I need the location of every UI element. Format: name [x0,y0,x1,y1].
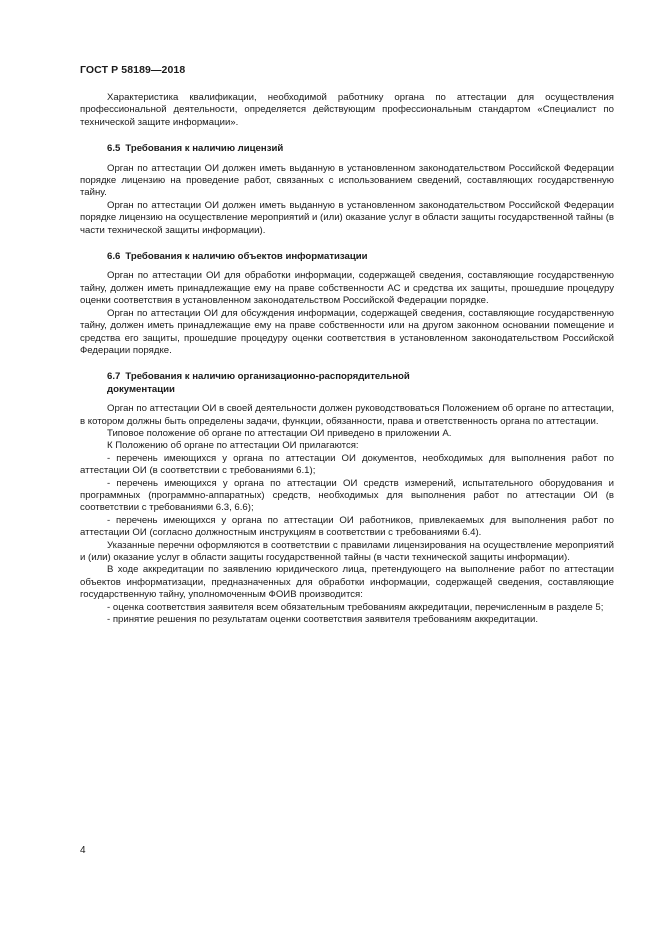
section-title: Требования к наличию объектов информатизации [125,251,368,263]
paragraph: Орган по аттестации ОИ должен иметь выданную в установленном законодательством Российской Федерации порядке лицензию на проведение работ, связанных с использованием сведений, составляющих государственную тайну. [80,162,614,199]
paragraph: Указанные перечни оформляются в соответствии с правилами лицензирования на осуществление мероприятий и (или) оказание услуг в области защиты государственной тайны (в части технической защиты информации). [80,539,614,563]
section-number: 6.7 [107,371,121,383]
list-item: - принятие решения по результатам оценки соответствия заявителя требованиям аккредитации. [107,614,539,626]
document-code-header: ГОСТ Р 58189—2018 [80,64,186,76]
section-title-continued: документации [107,383,175,395]
intro-paragraph: Характеристика квалификации, необходимой работнику органа по аттестации для осуществления профессиональной деятельности, определяется действующим профессиональным стандартом «Специалист по технической защите информации». [80,92,614,128]
paragraph: Типовое положение об органе по аттестации ОИ приведено в приложении А. [107,427,452,439]
section-number: 6.5 [107,143,121,155]
section-6-7-heading-continued [80,384,614,396]
section-title: Требования к наличию организационно-распорядительной [125,371,410,383]
section-6-6-heading [80,251,614,263]
section-6-5-heading [80,143,614,155]
list-item: - перечень имеющихся у органа по аттестации ОИ средств измерений, испытательного оборудования и программных (программно-аппаратных) средств, необходимых для выполнения работ по аттестации ОИ (в соответствии с требованиями 6.3, 6.6); [80,477,614,514]
list-item: - перечень имеющихся у органа по аттестации ОИ работников, привлекаемых для выполнения работ по аттестации ОИ (согласно должностным инструкциям в соответствии с требованиями 6.4). [80,514,614,539]
paragraph: Орган по аттестации ОИ в своей деятельности должен руководствоваться Положением об органе по аттестации, в котором должны быть определены задачи, функции, обязанности, права и ответственность органа по аттестации. [80,403,614,427]
page-number: 4 [80,845,86,856]
paragraph: К Положению об органе по аттестации ОИ прилагаются: [107,440,359,452]
paragraph: Орган по аттестации ОИ для обсуждения информации, содержащей сведения, составляющие государственную тайну, должен иметь принадлежащие ему на праве собственности или на другом законном основании помещение и средства его защиты, прошедшие процедуру оценки соответствия в установленном законодательством Российской Федерации порядке. [80,307,614,356]
section-number: 6.6 [107,251,121,263]
document-body [80,92,614,626]
list-item: - перечень имеющихся у органа по аттестации ОИ документов, необходимых для выполнения работ по аттестации ОИ (в соответствии с требованиями 6.1); [80,452,614,477]
list-item: - оценка соответствия заявителя всем обязательным требованиям аккредитации, перечисленным в разделе 5; [107,601,604,613]
paragraph: Орган по аттестации ОИ для обработки информации, содержащей сведения, составляющие государственную тайну, должен иметь принадлежащие ему на праве собственности АС и средства их защиты, прошедшие процедуру оценки соответствия в установленном законодательством Российской Федерации порядке. [80,270,614,307]
paragraph: Орган по аттестации ОИ должен иметь выданную в установленном законодательством Российской Федерации порядке лицензию на осуществление мероприятий и (или) оказание услуг в области защиты государственной тайны (в части технической защиты информации). [80,199,614,236]
paragraph: В ходе аккредитации по заявлению юридического лица, претендующего на выполнение работ по аттестации объектов информатизации, предназначенных для обработки информации, содержащей сведения, составляющие государственную тайну, уполномоченным ФОИВ производится: [80,564,614,601]
section-6-7-heading [80,371,614,383]
section-title: Требования к наличию лицензий [125,143,284,155]
